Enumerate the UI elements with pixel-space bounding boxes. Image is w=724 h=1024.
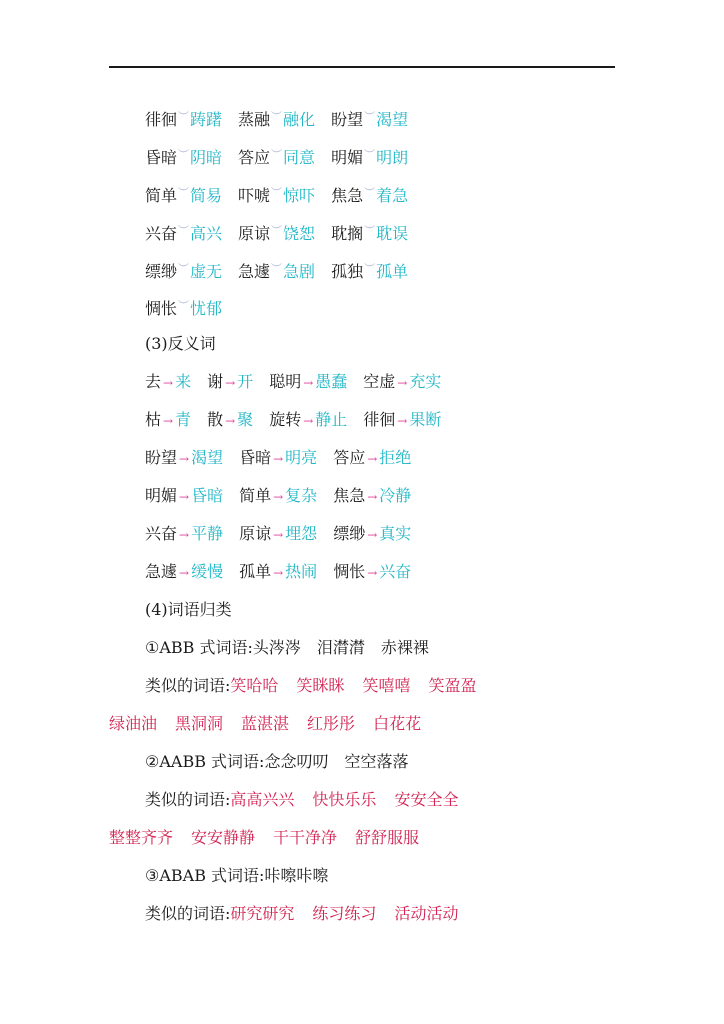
synonym-mark: ︶	[364, 148, 376, 161]
word-pair	[145, 105, 222, 132]
synonym-mark: ︶	[271, 186, 283, 199]
answer-word: 明亮	[285, 448, 318, 467]
word: 旋转	[269, 410, 302, 429]
arrow-icon: →	[179, 452, 190, 466]
abb-label: ①ABB 式词语:头涔涔 泪潸潸 赤裸裸	[145, 638, 429, 657]
word-pair	[333, 484, 411, 509]
word: 蒸融	[238, 110, 271, 129]
word-pair	[145, 560, 223, 585]
word-pair	[238, 181, 315, 208]
answer-word: 渴望	[376, 110, 409, 129]
synonym-mark: ︶	[271, 262, 283, 275]
word: 答应	[238, 148, 271, 167]
aabb-similar-line-2	[109, 826, 419, 850]
arrow-icon: →	[163, 414, 174, 428]
word-pair	[238, 105, 315, 132]
answer-word: 明朗	[376, 148, 409, 167]
synonym-mark: ︶	[178, 110, 190, 123]
answer-word: 渴望	[191, 448, 224, 467]
synonym-mark: ︶	[271, 224, 283, 237]
arrow-icon: →	[273, 490, 284, 504]
answer-word: 平静	[191, 524, 224, 543]
antonym-row-5	[145, 522, 411, 546]
example-word: 安安全全	[394, 790, 459, 809]
word: 聪明	[269, 372, 302, 391]
answer-word: 虚无	[190, 262, 223, 281]
abb-examples-1	[230, 676, 476, 695]
word-pair	[207, 370, 253, 395]
arrow-icon: →	[273, 566, 284, 580]
word-pair	[269, 408, 347, 433]
synonym-mark: ︶	[178, 186, 190, 199]
answer-word: 高兴	[190, 224, 223, 243]
word: 原谅	[238, 224, 271, 243]
word: 简单	[239, 486, 272, 505]
example-word: 蓝湛湛	[241, 714, 290, 733]
word-pair	[239, 522, 317, 547]
example-word: 白花花	[373, 714, 422, 733]
word-pair	[145, 219, 222, 246]
synonym-mark: ︶	[364, 186, 376, 199]
synonym-mark: ︶	[364, 224, 376, 237]
answer-word: 惊吓	[283, 186, 316, 205]
similar-prefix: 类似的词语:	[145, 790, 231, 809]
answer-word: 开	[237, 372, 254, 391]
arrow-icon: →	[225, 414, 236, 428]
answer-word: 聚	[237, 410, 254, 429]
antonym-row-4	[145, 484, 411, 508]
answer-word: 昏暗	[191, 486, 224, 505]
arrow-icon: →	[367, 452, 378, 466]
synonym-row-6	[145, 294, 222, 318]
word: 散	[207, 410, 224, 429]
synonym-mark: ︶	[271, 110, 283, 123]
word: 兴奋	[145, 224, 178, 243]
word: 耽搁	[331, 224, 364, 243]
synonym-row-4	[145, 219, 408, 243]
example-word: 整整齐齐	[109, 828, 174, 847]
example-word: 黑洞洞	[175, 714, 224, 733]
answer-word: 充实	[409, 372, 442, 391]
word: 答应	[333, 448, 366, 467]
word-pair	[238, 143, 315, 170]
word: 缥缈	[333, 524, 366, 543]
word-pair	[145, 181, 222, 208]
word: 焦急	[333, 486, 366, 505]
word: 枯	[145, 410, 162, 429]
word-pair	[331, 219, 408, 246]
word: 盼望	[331, 110, 364, 129]
answer-word: 热闹	[285, 562, 318, 581]
answer-word: 孤单	[376, 262, 409, 281]
word: 盼望	[145, 448, 178, 467]
arrow-icon: →	[367, 490, 378, 504]
word-pair	[145, 408, 191, 433]
example-word: 笑眯眯	[296, 676, 345, 695]
arrow-icon: →	[179, 566, 190, 580]
word: 昏暗	[145, 148, 178, 167]
example-word: 红彤彤	[307, 714, 356, 733]
word-pair	[239, 446, 317, 471]
word: 吓唬	[238, 186, 271, 205]
synonym-mark: ︶	[178, 148, 190, 161]
aabb-similar-line-1	[145, 788, 458, 812]
arrow-icon: →	[225, 376, 236, 390]
word-pair	[238, 219, 315, 246]
example-word: 舒舒服服	[355, 828, 420, 847]
abab-examples-1	[230, 904, 458, 923]
similar-prefix: 类似的词语:	[145, 904, 231, 923]
example-word: 干干净净	[273, 828, 338, 847]
example-word: 练习练习	[312, 904, 377, 923]
synonym-mark: ︶	[364, 110, 376, 123]
word: 去	[145, 372, 162, 391]
word-pair	[238, 257, 315, 284]
arrow-icon: →	[367, 528, 378, 542]
arrow-icon: →	[397, 414, 408, 428]
example-word: 快快乐乐	[312, 790, 377, 809]
word-pair	[269, 370, 347, 395]
answer-word: 饶恕	[283, 224, 316, 243]
word: 惆怅	[333, 562, 366, 581]
answer-word: 融化	[283, 110, 316, 129]
word-pair	[363, 408, 441, 433]
word: 空虚	[363, 372, 396, 391]
word: 明媚	[145, 486, 178, 505]
answer-word: 复杂	[285, 486, 318, 505]
answer-word: 来	[175, 372, 192, 391]
antonym-row-6	[145, 560, 411, 584]
word: 缥缈	[145, 262, 178, 281]
synonym-mark: ︶	[178, 224, 190, 237]
synonym-row-3	[145, 181, 408, 205]
example-word: 笑盈盈	[428, 676, 477, 695]
arrow-icon: →	[367, 566, 378, 580]
word-pair	[207, 408, 253, 433]
example-word: 笑嘻嘻	[362, 676, 411, 695]
answer-word: 缓慢	[191, 562, 224, 581]
word-pair	[333, 560, 411, 585]
example-word: 研究研究	[230, 904, 295, 923]
answer-word: 真实	[379, 524, 412, 543]
arrow-icon: →	[179, 528, 190, 542]
word: 原谅	[239, 524, 272, 543]
word-pair	[333, 522, 411, 547]
answer-word: 埋怨	[285, 524, 318, 543]
abab-similar-line-1	[145, 902, 458, 926]
word: 惆怅	[145, 299, 178, 318]
synonym-row-1	[145, 105, 408, 129]
example-word: 安安静静	[191, 828, 256, 847]
answer-word: 耽误	[376, 224, 409, 243]
antonyms-heading: (3)反义词	[145, 334, 216, 353]
answer-word: 踌躇	[190, 110, 223, 129]
word-pair	[145, 446, 223, 471]
similar-prefix: 类似的词语:	[145, 676, 231, 695]
arrow-icon: →	[163, 376, 174, 390]
word: 孤单	[239, 562, 272, 581]
answer-word: 急剧	[283, 262, 316, 281]
answer-word: 青	[175, 410, 192, 429]
word-pair	[333, 446, 411, 471]
abb-similar-line-2	[109, 712, 421, 736]
synonym-mark: ︶	[364, 262, 376, 275]
answer-word: 兴奋	[379, 562, 412, 581]
word-pair	[145, 370, 191, 395]
word: 急遽	[238, 262, 271, 281]
word: 徘徊	[363, 410, 396, 429]
answer-word: 冷静	[379, 486, 412, 505]
arrow-icon: →	[273, 452, 284, 466]
antonym-row-3	[145, 446, 411, 470]
word: 简单	[145, 186, 178, 205]
word: 焦急	[331, 186, 364, 205]
synonym-row-2	[145, 143, 408, 167]
example-word: 高高兴兴	[230, 790, 295, 809]
answer-word: 简易	[190, 186, 223, 205]
arrow-icon: →	[303, 414, 314, 428]
example-word: 笑哈哈	[230, 676, 279, 695]
word-pair	[239, 560, 317, 585]
synonym-mark: ︶	[178, 299, 190, 312]
answer-word: 静止	[315, 410, 348, 429]
aabb-label: ②AABB 式词语:念念叨叨 空空落落	[145, 752, 409, 771]
synonym-mark: ︶	[271, 148, 283, 161]
abb-similar-line-1	[145, 674, 476, 698]
example-word: 活动活动	[394, 904, 459, 923]
aabb-examples-1	[230, 790, 458, 809]
answer-word: 果断	[409, 410, 442, 429]
answer-word: 着急	[376, 186, 409, 205]
top-rule	[109, 66, 615, 68]
answer-word: 拒绝	[379, 448, 412, 467]
word-pair	[145, 522, 223, 547]
word: 昏暗	[239, 448, 272, 467]
word: 徘徊	[145, 110, 178, 129]
word-pair	[363, 370, 441, 395]
word-pair	[331, 181, 408, 208]
antonym-row-1	[145, 370, 441, 394]
antonym-row-2	[145, 408, 441, 432]
arrow-icon: →	[303, 376, 314, 390]
word-pair	[331, 143, 408, 170]
word-pair	[145, 294, 222, 321]
answer-word: 同意	[283, 148, 316, 167]
classify-heading: (4)词语归类	[145, 600, 232, 619]
word-pair	[145, 257, 222, 284]
arrow-icon: →	[397, 376, 408, 390]
word-pair	[145, 143, 222, 170]
word-pair	[331, 105, 408, 132]
answer-word: 愚蠢	[315, 372, 348, 391]
word-pair	[145, 484, 223, 509]
word: 孤独	[331, 262, 364, 281]
word: 急遽	[145, 562, 178, 581]
arrow-icon: →	[273, 528, 284, 542]
word-pair	[331, 257, 408, 284]
synonym-row-5	[145, 257, 408, 281]
answer-word: 阴暗	[190, 148, 223, 167]
word-pair	[239, 484, 317, 509]
word: 明媚	[331, 148, 364, 167]
arrow-icon: →	[179, 490, 190, 504]
abab-label: ③ABAB 式词语:咔嚓咔嚓	[145, 866, 329, 885]
example-word: 绿油油	[109, 714, 158, 733]
word: 兴奋	[145, 524, 178, 543]
word: 谢	[207, 372, 224, 391]
synonym-mark: ︶	[178, 262, 190, 275]
answer-word: 忧郁	[190, 299, 223, 318]
